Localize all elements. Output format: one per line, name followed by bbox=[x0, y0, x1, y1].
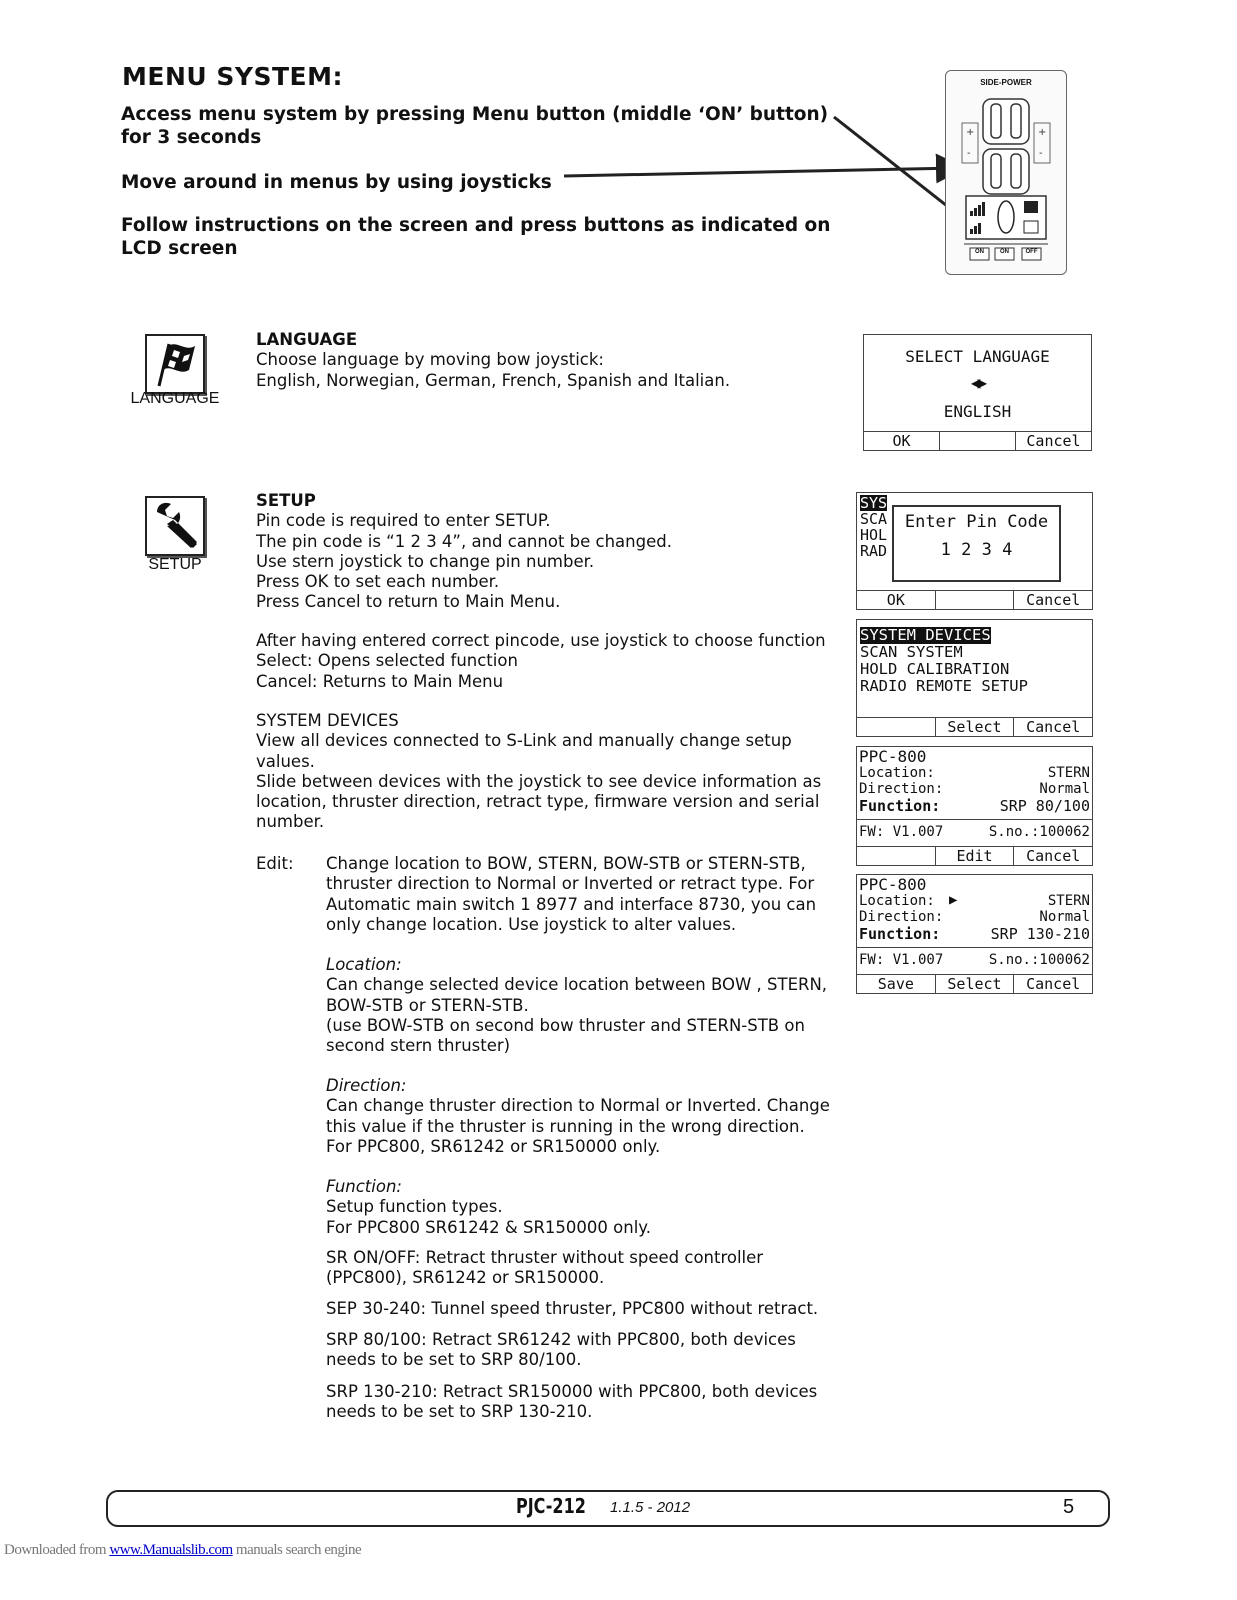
lcd-device-sno: S.no.:100062 bbox=[988, 952, 1090, 968]
language-text bbox=[256, 330, 730, 391]
lcd-menu-item: SCAN SYSTEM bbox=[860, 643, 963, 661]
setup-line: Press OK to set each number. bbox=[256, 572, 500, 592]
pin-popup bbox=[892, 505, 1061, 582]
lcd-device-location-value: STERN bbox=[1047, 765, 1090, 781]
edit-label: Edit: bbox=[256, 854, 294, 873]
softkey-cancel: Cancel bbox=[1026, 718, 1081, 736]
lcd-menu-list bbox=[860, 627, 1028, 695]
system-devices-line: location, thruster direction, retract type, firmware version and serial bbox=[256, 792, 820, 812]
language-line: Choose language by moving bow joystick: bbox=[256, 350, 604, 370]
softkey-blank bbox=[857, 718, 936, 736]
lcd-setup-menu bbox=[856, 619, 1093, 737]
softkey-cancel: Cancel bbox=[1026, 591, 1081, 609]
language-flag-icon bbox=[145, 334, 205, 394]
svg-text:+: + bbox=[1038, 127, 1047, 138]
panel-off-label: OFF bbox=[1025, 249, 1038, 255]
lcd-device-function-value: SRP 130-210 bbox=[990, 925, 1090, 943]
download-note bbox=[4, 1542, 361, 1559]
location-text bbox=[326, 955, 827, 1056]
edit-line: thruster direction to Normal or Inverted or retract type. For bbox=[326, 874, 815, 894]
lcd-pin-behind-item: SCA bbox=[860, 510, 888, 528]
function-text bbox=[326, 1177, 651, 1238]
language-line: English, Norwegian, German, French, Spanish and Italian. bbox=[256, 370, 731, 390]
lcd-menu-item-selected: SYSTEM DEVICES bbox=[860, 626, 991, 644]
pin-popup-title: Enter Pin Code bbox=[904, 512, 1049, 532]
srp80-text bbox=[326, 1330, 796, 1371]
control-panel bbox=[945, 70, 1067, 275]
system-devices-line: SYSTEM DEVICES bbox=[256, 711, 399, 730]
footer-model: PJC-212 bbox=[516, 1494, 586, 1518]
svg-text:-: - bbox=[967, 148, 971, 159]
lcd-device-direction-label: Direction: bbox=[859, 909, 944, 925]
system-devices-line: View all devices connected to S-Link and manually change setup bbox=[256, 731, 792, 751]
lcd-device-function-label: Function: bbox=[859, 797, 941, 815]
softkey-blank bbox=[936, 591, 1015, 609]
setup-icon-caption: SETUP bbox=[148, 556, 202, 573]
srp80-line: needs to be set to SRP 80/100. bbox=[326, 1350, 582, 1370]
srp130-line: needs to be set to SRP 130-210. bbox=[326, 1402, 593, 1422]
lcd-device-view bbox=[856, 746, 1093, 866]
function-line: For PPC800 SR61242 & SR150000 only. bbox=[326, 1217, 651, 1237]
lcd-device-model: PPC-800 bbox=[859, 747, 927, 766]
bow-joystick-icon bbox=[983, 99, 1029, 144]
edit-line: Change location to BOW, STERN, BOW-STB or STERN-STB, bbox=[326, 854, 806, 873]
softkey-cancel: Cancel bbox=[1026, 847, 1081, 865]
wrench-icon bbox=[145, 496, 205, 556]
lcd-pin-behind-item: RAD bbox=[860, 542, 888, 560]
lcd-menu-item: HOLD CALIBRATION bbox=[860, 660, 1010, 678]
footer-page-number: 5 bbox=[1063, 1496, 1075, 1518]
softkey-ok: OK bbox=[864, 432, 940, 450]
download-suffix: manuals search engine bbox=[235, 1542, 362, 1558]
intro-follow-line2: LCD screen bbox=[121, 238, 238, 259]
edit-line: Automatic main switch 1 8977 and interface 8730, you can bbox=[326, 894, 817, 914]
location-line: BOW-STB or STERN-STB. bbox=[326, 995, 529, 1015]
edit-text bbox=[326, 854, 816, 935]
srp130-line: SRP 130-210: Retract SR150000 with PPC800, both devices bbox=[326, 1382, 818, 1401]
lcd-language-value: ENGLISH bbox=[943, 402, 1012, 421]
sr-onoff-line: (PPC800), SR61242 or SR150000. bbox=[326, 1268, 605, 1288]
srp80-line: SRP 80/100: Retract SR61242 with PPC800, both devices bbox=[326, 1330, 796, 1349]
setup-line: Pin code is required to enter SETUP. bbox=[256, 511, 551, 531]
softkey-ok: OK bbox=[857, 591, 936, 609]
intro-follow-line1: Follow instructions on the screen and press buttons as indicated on bbox=[121, 215, 831, 236]
softkey-blank bbox=[940, 432, 1016, 450]
lcd-device-location-label: Location: bbox=[859, 765, 935, 781]
setup-after-line: After having entered correct pincode, use joystick to choose function bbox=[256, 631, 826, 650]
intro-move: Move around in menus by using joysticks bbox=[121, 172, 552, 193]
page-title: MENU SYSTEM: bbox=[122, 62, 344, 91]
location-line: second stern thruster) bbox=[326, 1036, 511, 1056]
download-prefix: Downloaded from bbox=[4, 1542, 107, 1558]
panel-drawing bbox=[946, 71, 1066, 274]
softkey-cancel: Cancel bbox=[1026, 432, 1081, 450]
lcd-device-sno: S.no.:100062 bbox=[988, 824, 1090, 840]
left-right-arrows-icon: ◀▶ bbox=[970, 373, 985, 392]
softkey-blank bbox=[857, 847, 936, 865]
lcd-select-language bbox=[863, 334, 1092, 451]
stern-joystick-icon bbox=[983, 149, 1029, 194]
direction-line: For PPC800, SR61242 or SR150000 only. bbox=[326, 1136, 661, 1156]
intro-access-line2: for 3 seconds bbox=[121, 127, 262, 148]
system-devices-line: Slide between devices with the joystick to see device information as bbox=[256, 771, 822, 791]
direction-line: Can change thruster direction to Normal or Inverted. Change bbox=[326, 1096, 830, 1116]
setup-after-line: Cancel: Returns to Main Menu bbox=[256, 671, 504, 691]
lcd-softkeys bbox=[857, 974, 1092, 993]
lcd-device-model: PPC-800 bbox=[859, 875, 927, 894]
svg-text:-: - bbox=[1039, 148, 1043, 159]
location-line: (use BOW-STB on second bow thruster and STERN-STB on bbox=[326, 1015, 805, 1035]
sr-onoff-text bbox=[326, 1248, 763, 1289]
softkey-select: Select bbox=[936, 718, 1015, 736]
system-devices-text bbox=[256, 711, 821, 833]
lcd-pin-behind-item: HOL bbox=[860, 526, 888, 544]
setup-after-line: Select: Opens selected function bbox=[256, 651, 518, 671]
page-footer bbox=[106, 1490, 1110, 1527]
lcd-device-direction-label: Direction: bbox=[859, 781, 944, 797]
language-heading: LANGUAGE bbox=[256, 330, 358, 349]
lcd-device-location-label: Location: bbox=[859, 893, 935, 909]
srp130-text bbox=[326, 1382, 817, 1423]
lcd-softkeys bbox=[857, 846, 1092, 865]
panel-on-middle-label: ON bbox=[1000, 249, 1009, 255]
direction-line: this value if the thruster is running in the wrong direction. bbox=[326, 1116, 805, 1136]
setup-line: The pin code is “1 2 3 4”, and cannot be changed. bbox=[256, 531, 672, 551]
location-line: Can change selected device location between BOW , STERN, bbox=[326, 975, 828, 995]
lcd-pin-behind bbox=[860, 495, 887, 559]
lcd-device-function-value: SRP 80/100 bbox=[999, 797, 1090, 815]
setup-heading: SETUP bbox=[256, 491, 316, 510]
panel-on-left-label: ON bbox=[975, 249, 984, 255]
lcd-softkeys bbox=[864, 431, 1091, 450]
system-devices-line: number. bbox=[256, 812, 325, 832]
language-icon-caption: LANGUAGE bbox=[130, 390, 220, 407]
lcd-device-fw: FW: V1.007 bbox=[859, 952, 944, 968]
lcd-softkeys bbox=[857, 590, 1092, 609]
function-heading: Function: bbox=[326, 1177, 402, 1196]
lcd-pin-behind-item: SYS bbox=[860, 494, 888, 512]
footer-version: 1.1.5 - 2012 bbox=[610, 1499, 691, 1516]
lcd-device-function-label: Function: bbox=[859, 925, 941, 943]
edit-line: only change location. Use joystick to alter values. bbox=[326, 914, 737, 934]
arrow-to-joystick bbox=[564, 168, 960, 176]
sr-onoff-line: SR ON/OFF: Retract thruster without speed controller bbox=[326, 1248, 764, 1267]
setup-line: Use stern joystick to change pin number. bbox=[256, 551, 595, 571]
svg-text:+: + bbox=[966, 127, 975, 138]
intro-access-line1: Access menu system by pressing Menu button (middle ‘ON’ button) bbox=[121, 104, 829, 125]
softkey-select: Select bbox=[936, 975, 1015, 993]
sep-text: SEP 30-240: Tunnel speed thruster, PPC800 without retract. bbox=[326, 1299, 819, 1318]
panel-brand: SIDE-POWER bbox=[980, 78, 1032, 87]
direction-text bbox=[326, 1076, 830, 1157]
setup-intro-text bbox=[256, 491, 672, 613]
lcd-language-title: SELECT LANGUAGE bbox=[905, 347, 1050, 366]
direction-heading: Direction: bbox=[326, 1076, 407, 1095]
lcd-device-edit bbox=[856, 874, 1093, 994]
softkey-save: Save bbox=[857, 975, 936, 993]
lcd-device-direction-value: Normal bbox=[1039, 781, 1090, 797]
location-heading: Location: bbox=[326, 955, 402, 974]
setup-after-text bbox=[256, 631, 826, 692]
lcd-pin-code bbox=[856, 492, 1093, 610]
softkey-edit: Edit bbox=[936, 847, 1015, 865]
function-line: Setup function types. bbox=[326, 1197, 503, 1217]
system-devices-line: values. bbox=[256, 751, 315, 771]
edit-cursor-arrow-icon: ▶ bbox=[949, 892, 958, 908]
pin-popup-digits: 1 2 3 4 bbox=[940, 540, 1013, 560]
lcd-menu-item: RADIO REMOTE SETUP bbox=[860, 677, 1028, 695]
lcd-device-direction-value: Normal bbox=[1039, 909, 1090, 925]
lcd-device-location-value: STERN bbox=[1047, 893, 1090, 909]
softkey-cancel: Cancel bbox=[1026, 975, 1081, 993]
manualslib-link[interactable]: www.Manualslib.com bbox=[109, 1542, 233, 1558]
lcd-softkeys bbox=[857, 717, 1092, 736]
setup-line: Press Cancel to return to Main Menu. bbox=[256, 592, 561, 612]
lcd-device-fw: FW: V1.007 bbox=[859, 824, 944, 840]
